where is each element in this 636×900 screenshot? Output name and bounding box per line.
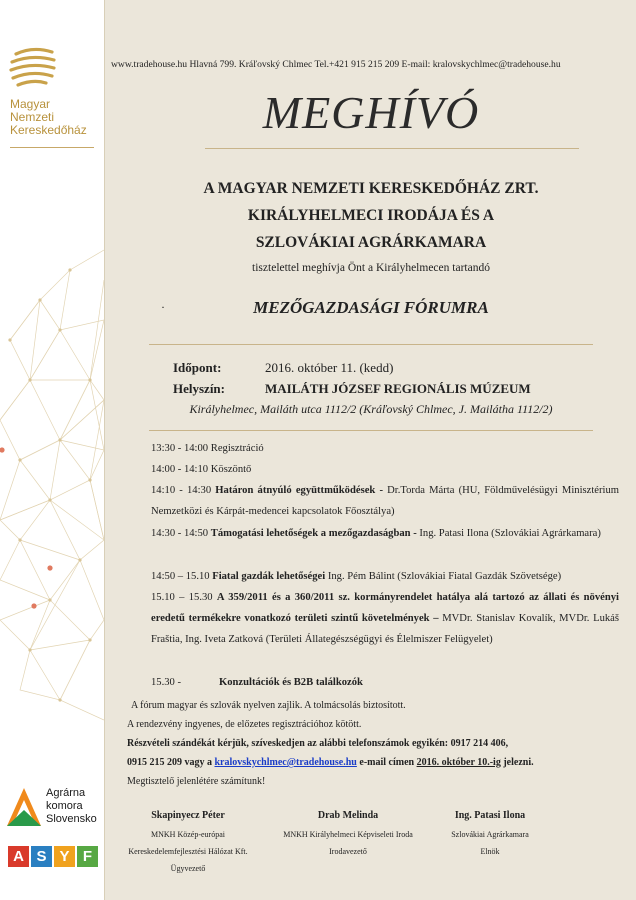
event-time xyxy=(173,360,393,376)
page-title: MEGHÍVÓ xyxy=(262,87,480,138)
program-item: 14:00 - 14:10 Köszöntő xyxy=(151,464,252,475)
event-place xyxy=(173,381,531,397)
logo-divider xyxy=(10,147,94,148)
globe-logo-icon xyxy=(8,42,58,92)
asyf-logo xyxy=(8,846,98,867)
contact-line: www.tradehouse.hu Hlavná 799. Kráľovský Chlmec Tel.+421 915 215 209 E-mail: kralovskychlmec@tradehouse.hu xyxy=(111,59,561,70)
program-item: 15.10 – 15.30 A 359/2011 és a 360/2011 sz. kormányrendelet hatálya alá tartozó az állati és növényi eredetű termékekre vonatkozó területi szintű követelmények – MVDr. Stanislav Kovalík, MVDr. Lukáš Fraštia, Ing. Iveta Zatková (Területi Állategészségügyi és Élelmiszer Felügyelet) xyxy=(151,592,619,645)
event-divider xyxy=(149,344,593,345)
asyf-letter: Y xyxy=(54,846,75,867)
registration-note: A rendezvény ingyenes, de előzetes regisztrációhoz kötött. xyxy=(127,719,362,730)
language-note: A fórum magyar és szlovák nyelven zajlik. A tolmácsolás biztosított. xyxy=(131,700,406,711)
sidebar xyxy=(0,0,104,900)
asyf-letter: S xyxy=(31,846,52,867)
program-item: 14:10 - 14:30 Határon átnyúló együttműködések - Dr.Torda Márta (HU, Földművelésügyi Minisztérium Nemzetközi és Kárpát-medencei kapcsolatok Főosztálya) xyxy=(151,485,620,517)
place-value: MAILÁTH JÓZSEF REGIONÁLIS MÚZEUM xyxy=(265,381,531,396)
deadline-date: 2016. október 10.-ig xyxy=(416,757,501,768)
intro-text: tisztelettel meghívja Önt a Királyhelmecen tartandó xyxy=(252,262,490,274)
invitation-document xyxy=(104,0,636,900)
email-link[interactable]: kralovskychlmec@tradehouse.hu xyxy=(214,757,357,768)
program-item: 14:30 - 14:50 Támogatási lehetőségek a mezőgazdaságban - Ing. Patasi Ilona (Szlovákiai Agrárkamara) xyxy=(151,528,601,539)
deadline-note: 0915 215 209 vagy a kralovskychlmec@tradehouse.hu e-mail címen 2016. október 10.-ig jelezni. xyxy=(127,757,534,768)
signature-block: Drab Melinda MNKH Királyhelmeci Képviseleti Iroda Irodavezető xyxy=(283,810,413,856)
event-address: Királyhelmec, Mailáth utca 1112/2 (Kráľovský Chlmec, J. Mailátha 1112/2) xyxy=(189,402,553,416)
asyf-letter: F xyxy=(77,846,98,867)
time-value: 2016. október 11. (kedd) xyxy=(265,360,394,375)
mnkh-logo-text: Magyar Nemzeti Kereskedőház xyxy=(10,97,87,137)
contact-note: Részvételi szándékát kérjük, szíveskedjen az alábbi telefonszámok egyikén: 0917 214 406, xyxy=(127,738,509,749)
title-divider xyxy=(205,148,579,149)
signature-block: Skapinyecz Péter MNKH Közép-európai Kereskedelemfejlesztési Hálózat Kft. Ügyvezető xyxy=(128,810,248,873)
closing-note: Megtisztelő jelenlétére számítunk! xyxy=(127,776,266,787)
program-item: 13:30 - 14:00 Regisztráció xyxy=(151,443,264,454)
agrarna-komora-icon xyxy=(6,786,42,828)
organizer-line: SZLOVÁKIAI AGRÁRKAMARA xyxy=(255,234,487,251)
signature-block: Ing. Patasi Ilona Szlovákiai Agrárkamara Elnök xyxy=(451,810,529,856)
organizer-line: KIRÁLYHELMECI IRODÁJA ÉS A xyxy=(247,207,495,224)
details-divider xyxy=(149,430,593,431)
asyf-letter: A xyxy=(8,846,29,867)
place-label: Helyszín: xyxy=(173,381,225,396)
program-item: 15.30 - Konzultációk és B2B találkozók xyxy=(151,677,363,688)
organizer-line: A MAGYAR NEMZETI KERESKEDŐHÁZ ZRT. xyxy=(203,180,539,197)
program-item: 14:50 – 15.10 Fiatal gazdák lehetőségei Ing. Pém Bálint (Szlovákiai Fiatal Gazdák Szövetsége) xyxy=(151,571,562,582)
bullet-mark: · xyxy=(161,300,165,314)
event-name: MEZŐGAZDASÁGI FÓRUMRA xyxy=(253,298,489,317)
time-label: Időpont: xyxy=(173,360,222,375)
agrarna-komora-logo: Agrárna komora Slovensko xyxy=(6,786,102,828)
